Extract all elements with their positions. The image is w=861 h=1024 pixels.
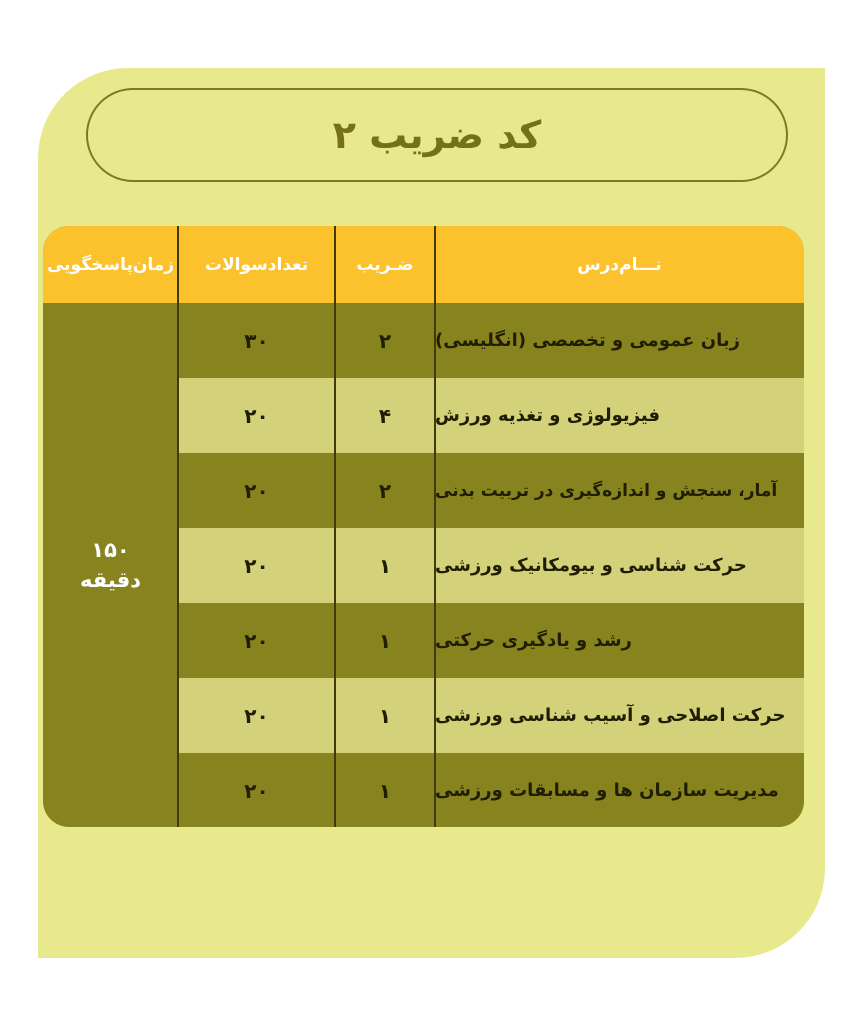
course-name-cell: مدیریت سازمان ها و مسابقات ورزشی [435,780,779,801]
course-name-cell: زبان عمومی و تخصصی (انگلیسی) [435,330,740,351]
table-row [178,528,804,603]
header-coefficient: ضـریب [356,254,414,275]
course-name-cell: فیزیولوژی و تغذیه ورزش [435,405,661,426]
question-count-cell: ۲۰ [244,478,269,503]
table-row [178,453,804,528]
column-divider [177,226,179,827]
question-count-cell: ۳۰ [244,328,269,353]
table-header [43,226,804,303]
course-name-cell: آمار، سنجش و اندازه‌گیری در تربیت بدنی [435,480,778,501]
title-pill [86,88,788,182]
course-name-cell: رشد و یادگیری حرکتی [435,630,632,651]
coefficient-cell: ۱ [378,703,392,728]
response-time-cell [43,303,178,827]
coefficient-cell: ۱ [378,778,392,803]
question-count-cell: ۲۰ [244,778,269,803]
page-title: کد ضریب ۲ [332,113,542,157]
column-divider [334,226,336,827]
column-divider [434,226,436,827]
header-response-time: زمان‌پاسخگویی [46,254,175,275]
header-question-count: تعدادسوالات [204,254,309,275]
coefficient-cell: ۱ [378,628,392,653]
table-row [178,303,804,378]
header-course-name: نـــام‌درس [577,254,662,275]
question-count-cell: ۲۰ [244,553,269,578]
coefficient-cell: ۲ [378,328,392,353]
course-name-cell: حرکت اصلاحی و آسیب شناسی ورزشی [435,705,786,726]
table-row [178,378,804,453]
question-count-cell: ۲۰ [244,628,269,653]
table-row [178,678,804,753]
table-row [178,603,804,678]
response-time-value: ۱۵۰ [91,537,130,562]
question-count-cell: ۲۰ [244,703,269,728]
course-name-cell: حرکت شناسی و بیومکانیک ورزشی [435,555,747,576]
course-table [43,226,804,827]
response-time-unit: دقیقه [80,568,141,592]
coefficient-cell: ۲ [378,478,392,503]
coefficient-cell: ۱ [378,553,392,578]
question-count-cell: ۲۰ [244,403,269,428]
coefficient-cell: ۴ [378,403,392,428]
table-row [178,753,804,827]
